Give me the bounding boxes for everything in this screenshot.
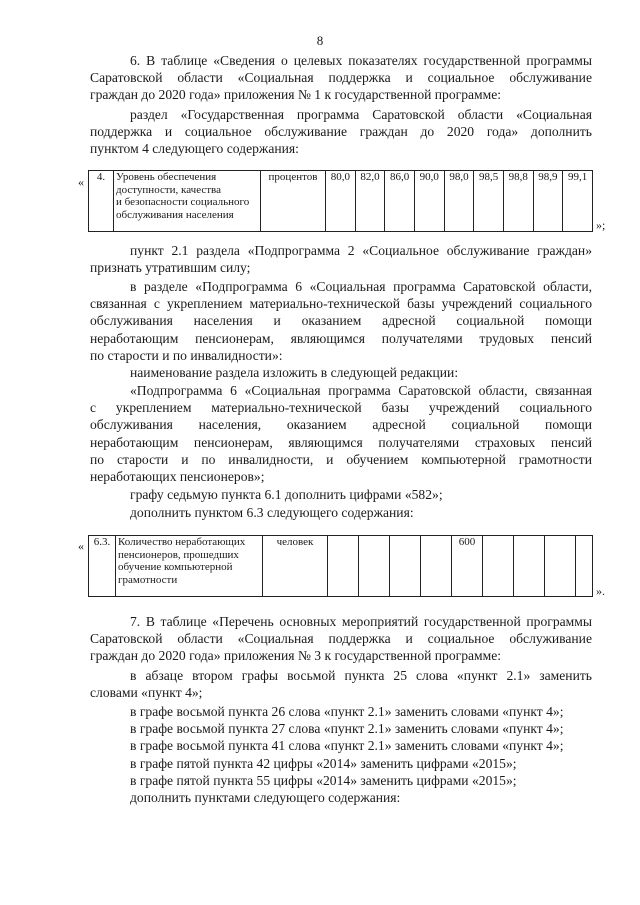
text-line: раздел «Государственная программа Саратовской области «Социальная [130, 107, 592, 122]
indicator-table-1 [88, 170, 593, 232]
text-line: Саратовской области «Социальная поддержка и социальное обслуживание [90, 70, 592, 86]
text-line: неработающих пенсионеров»; [90, 469, 265, 485]
p6-intro [90, 52, 592, 104]
text-line: 6. В таблице «Сведения о целевых показателях государственной программы [130, 53, 592, 68]
text-line: Уровень обеспечения [116, 171, 217, 183]
unit-cell: процентов [261, 171, 326, 232]
page-number: 8 [316, 33, 324, 48]
text-line: неработающим пенсионерам, являющимся получателями трудовых пенсий [90, 330, 592, 346]
value-cell: 99,1 [563, 171, 593, 232]
table-row [89, 536, 593, 597]
value-cell [576, 536, 593, 597]
p7-intro [90, 613, 592, 665]
value-cell [514, 536, 545, 597]
text-line: в графе восьмой пункта 41 слова «пункт 2.1» заменить словами «пункт 4»; [130, 738, 564, 754]
text-line: поддержка и социальное обслуживание граждан до 2020 года» дополнить [90, 124, 592, 140]
text-line: с укреплением материально-технической базы учреждений социального [90, 400, 592, 416]
value-cell [483, 536, 514, 597]
text-line: граждан до 2020 года» приложения № 1 к государственной программе: [90, 87, 502, 103]
text-line: связанная с укреплением материально-технической базы учреждений социального [90, 296, 592, 312]
open-quote: « [78, 539, 84, 553]
unit-cell: человек [263, 536, 328, 597]
text-line: графу седьмую пункта 6.1 дополнить цифрами «582»; [130, 487, 443, 502]
value-cell: 98,8 [503, 171, 533, 232]
text-line: в графе пятой пункта 42 цифры «2014» заменить цифрами «2015»; [130, 755, 517, 771]
value-cell [545, 536, 576, 597]
p-name [90, 364, 592, 381]
value-cell: 98,9 [533, 171, 563, 232]
text-line: грамотности [118, 573, 178, 586]
text-line: в графе восьмой пункта 26 слова «пункт 2.1» заменить словами «пункт 4»; [130, 704, 564, 719]
text-line: «Подпрограмма 6 «Социальная программа Саратовской области, связанная [130, 383, 592, 398]
text-line: и безопасности социального [116, 196, 250, 209]
text-line: в абзаце втором графы восьмой пункта 25 слова «пункт 2.1» заменить [130, 668, 592, 683]
text-line: пункт 2.1 раздела «Подпрограмма 2 «Социальное обслуживание граждан» [130, 243, 592, 258]
value-cell [359, 536, 390, 597]
value-cell: 98,5 [474, 171, 504, 232]
text-line: обслуживания населения, оказанием адресной социальной помощи [90, 417, 592, 433]
p7-abz [90, 667, 592, 701]
p-subprogram-6 [90, 278, 592, 364]
indicator-name-cell [116, 536, 263, 597]
text-line: обучение компьютерной [118, 561, 233, 574]
table-row [89, 171, 593, 232]
text-line: пунктом 4 следующего содержания: [90, 141, 299, 157]
row-number: 6.3. [89, 536, 116, 597]
p7-items [90, 703, 592, 806]
value-cell: 80,0 [326, 171, 356, 232]
text-line: Саратовской области «Социальная поддержка и социальное обслуживание [90, 631, 592, 647]
close-quote: »; [596, 218, 606, 232]
text-line: признать утратившим силу; [90, 260, 251, 276]
text-line: пенсионеров, прошедших [118, 548, 239, 561]
text-line: в графе пятой пункта 55 цифры «2014» заменить цифрами «2015»; [130, 772, 517, 788]
p-item-2-1 [90, 242, 592, 276]
open-quote: « [78, 175, 84, 189]
text-line: дополнить пунктом 6.3 следующего содержания: [130, 505, 414, 520]
indicator-name-cell [114, 171, 261, 232]
text-line: дополнить пунктами следующего содержания: [130, 790, 401, 806]
value-cell [390, 536, 421, 597]
value-cell: 98,0 [444, 171, 474, 232]
row-number: 4. [89, 171, 114, 232]
text-line: наименование раздела изложить в следующей редакции: [130, 365, 459, 380]
p-add-6-3 [90, 504, 592, 521]
p-new-title [90, 382, 592, 485]
text-line: в разделе «Подпрограмма 6 «Социальная программа Саратовской области, [130, 279, 592, 294]
text-line: Количество неработающих [118, 536, 246, 548]
value-cell: 600 [452, 536, 483, 597]
value-cell: 90,0 [414, 171, 444, 232]
text-line: словами «пункт 4»; [90, 685, 203, 701]
value-cell [328, 536, 359, 597]
value-cell: 82,0 [355, 171, 385, 232]
close-quote: ». [596, 584, 605, 598]
text-line: обслуживания населения [116, 208, 234, 221]
text-line: обслуживания населения и оказанием адресной социальной помощи [90, 313, 592, 329]
p6-section [90, 106, 592, 158]
value-cell [421, 536, 452, 597]
text-line: неработающим пенсионерам, являющимся получателями страховых пенсий [90, 434, 592, 450]
p-col7 [90, 486, 592, 503]
value-cell: 86,0 [385, 171, 415, 232]
text-line: 7. В таблице «Перечень основных мероприятий государственной программы [130, 614, 592, 629]
text-line: доступности, качества [116, 183, 221, 196]
text-line: по старости и по инвалидности, и обучением компьютерной грамотности [90, 451, 592, 467]
indicator-table-2 [88, 535, 593, 597]
text-line: в графе восьмой пункта 27 слова «пункт 2.1» заменить словами «пункт 4»; [130, 721, 564, 737]
text-line: граждан до 2020 года» приложения № 3 к государственной программе: [90, 648, 502, 664]
text-line: по старости и по инвалидности»: [90, 347, 283, 363]
